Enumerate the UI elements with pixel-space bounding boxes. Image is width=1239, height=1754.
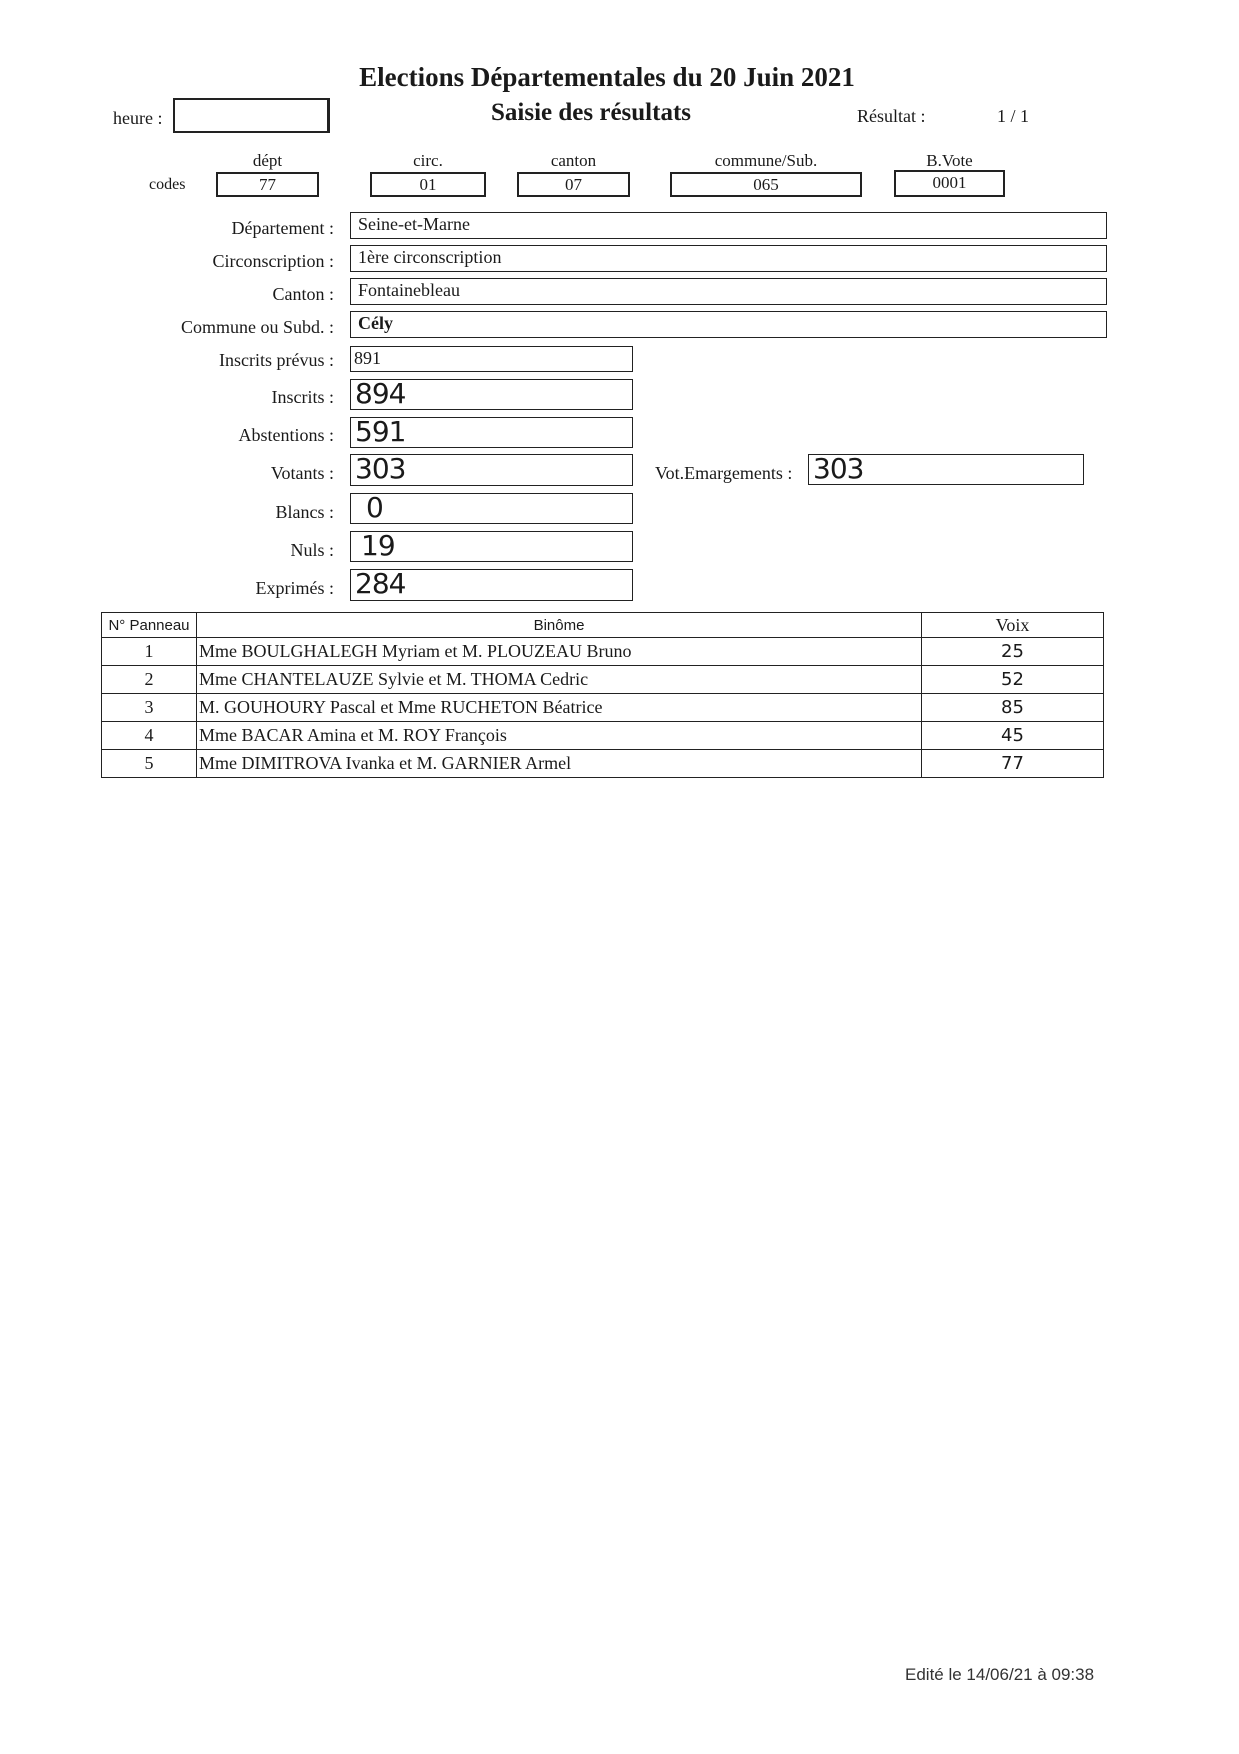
inscrits-prevus-field[interactable]: 891 <box>350 346 633 372</box>
code-canton-label: canton <box>550 151 597 170</box>
header-binome: Binôme <box>197 613 922 638</box>
table-row <box>102 694 1104 722</box>
nuls-label: Nuls : <box>290 540 334 560</box>
canton-label: Canton : <box>272 284 334 304</box>
exprimes-field[interactable]: 284 <box>350 569 633 601</box>
abstentions-field[interactable]: 591 <box>350 417 633 448</box>
table-row <box>102 750 1104 778</box>
table-row <box>102 722 1104 750</box>
nuls-field[interactable]: 19 <box>350 531 633 562</box>
edited-timestamp: Edité le 14/06/21 à 09:38 <box>905 1665 1095 1684</box>
code-dept-label: dépt <box>252 151 283 170</box>
row-voix[interactable]: 45 <box>922 722 1104 750</box>
vot-emargements-field[interactable]: 303 <box>808 454 1084 485</box>
row-voix[interactable]: 77 <box>922 750 1104 778</box>
row-voix[interactable]: 52 <box>922 666 1104 694</box>
departement-label: Département : <box>231 218 334 238</box>
inscrits-prevus-label: Inscrits prévus : <box>219 350 334 370</box>
inscrits-field[interactable]: 894 <box>350 379 633 410</box>
codes-label: codes <box>149 176 186 193</box>
blancs-field[interactable]: 0 <box>350 493 633 524</box>
commune-field[interactable]: Cély <box>350 311 1107 338</box>
circonscription-field[interactable]: 1ère circonscription <box>350 245 1107 272</box>
inscrits-label: Inscrits : <box>271 387 334 407</box>
canton-field[interactable]: Fontainebleau <box>350 278 1107 305</box>
vot-emargements-label: Vot.Emargements : <box>655 463 793 483</box>
page-title: Elections Départementales du 20 Juin 2021 <box>359 62 855 92</box>
row-binome: Mme DIMITROVA Ivanka et M. GARNIER Armel <box>197 750 922 778</box>
votants-field[interactable]: 303 <box>350 454 633 486</box>
page-subtitle: Saisie des résultats <box>491 99 691 126</box>
row-binome: Mme CHANTELAUZE Sylvie et M. THOMA Cedric <box>197 666 922 694</box>
code-commune-field[interactable]: 065 <box>670 172 862 197</box>
heure-label: heure : <box>113 108 163 128</box>
circonscription-label: Circonscription : <box>212 251 334 271</box>
heure-field[interactable] <box>173 98 330 133</box>
resultat-value: 1 / 1 <box>997 106 1030 126</box>
code-circ-field[interactable]: 01 <box>370 172 486 197</box>
votants-label: Votants : <box>270 463 334 483</box>
code-bvote-label: B.Vote <box>926 151 973 170</box>
row-binome: Mme BOULGHALEGH Myriam et M. PLOUZEAU Bruno <box>197 638 922 666</box>
code-circ-label: circ. <box>413 151 443 170</box>
code-canton-field[interactable]: 07 <box>517 172 630 197</box>
row-binome: M. GOUHOURY Pascal et Mme RUCHETON Béatrice <box>197 694 922 722</box>
commune-label: Commune ou Subd. : <box>180 317 334 337</box>
row-panneau: 1 <box>102 638 197 666</box>
row-panneau: 2 <box>102 666 197 694</box>
row-panneau: 3 <box>102 694 197 722</box>
table-header-row <box>102 613 1104 638</box>
results-table <box>101 612 1104 778</box>
departement-field[interactable]: Seine-et-Marne <box>350 212 1107 239</box>
table-row <box>102 638 1104 666</box>
code-dept-field[interactable]: 77 <box>216 172 319 197</box>
blancs-label: Blancs : <box>275 502 334 522</box>
header-voix: Voix <box>922 613 1104 638</box>
row-voix[interactable]: 85 <box>922 694 1104 722</box>
table-row <box>102 666 1104 694</box>
row-panneau: 5 <box>102 750 197 778</box>
row-binome: Mme BACAR Amina et M. ROY François <box>197 722 922 750</box>
resultat-label: Résultat : <box>857 106 926 126</box>
code-bvote-field[interactable]: 0001 <box>894 170 1005 197</box>
row-panneau: 4 <box>102 722 197 750</box>
row-voix[interactable]: 25 <box>922 638 1104 666</box>
header-panneau: N° Panneau <box>102 613 197 638</box>
code-commune-label: commune/Sub. <box>714 151 818 170</box>
abstentions-label: Abstentions : <box>238 425 334 445</box>
exprimes-label: Exprimés : <box>255 578 334 598</box>
